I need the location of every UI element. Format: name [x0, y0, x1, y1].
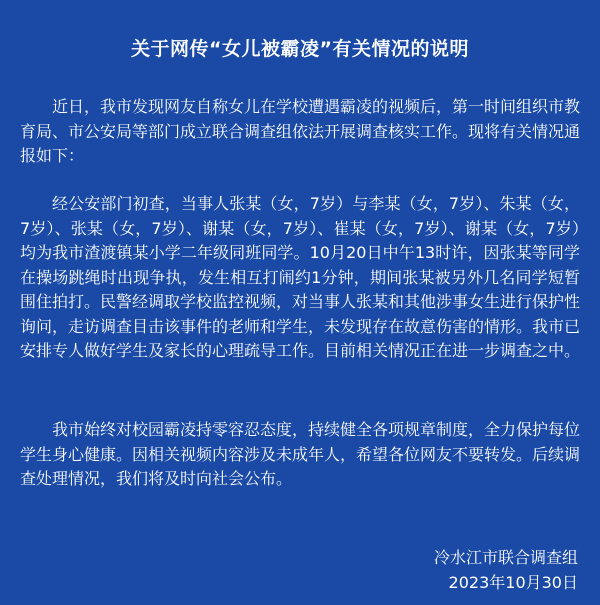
- paragraph-intro: 近日，我市发现网友自称女儿在学校遭遇霸凌的视频后，第一时间组织市教育局、市公安局等部门成立联合调查组依法开展调查核实工作。现将有关情况通报如下：: [20, 97, 581, 165]
- paragraph-statement: 我市始终对校园霸凌持零容忍态度，持续健全各项规章制度，全力保护每位学生身心健康。因相关视频内容涉及未成年人，希望各位网友不要转发。后续调查处理情况，我们将及时向社会公布。: [20, 420, 581, 488]
- signature-organization: 冷水江市联合调查组: [433, 548, 578, 567]
- document-title: 关于网传“女儿被霸凌”有关情况的说明: [131, 38, 469, 60]
- signature-date: 2023年10月30日: [448, 573, 578, 592]
- paragraph-findings: 经公安部门初查，当事人张某（女，7岁）与李某（女，7岁）、朱某（女，7岁）、张某（女，7岁）、谢某（女，7岁）、崔某（女，7岁）、谢某（女，7岁）均为我市渣渡镇某小学二年级同班同学。10月20日中午13时许，因张某等同学在操场跳绳时出现争执，发生相互打闹约1分钟，期间张某被另外几名同学短暂围住拍打。民警经调取学校监控视频，对当事人张某和其他涉事女生进行保护性询问，走访调查目击该事件的老师和学生，未发现存在故意伤害的情形。我市已安排专人做好学生及家长的心理疏导工作。目前相关情况正在进一步调查之中。: [20, 194, 581, 360]
